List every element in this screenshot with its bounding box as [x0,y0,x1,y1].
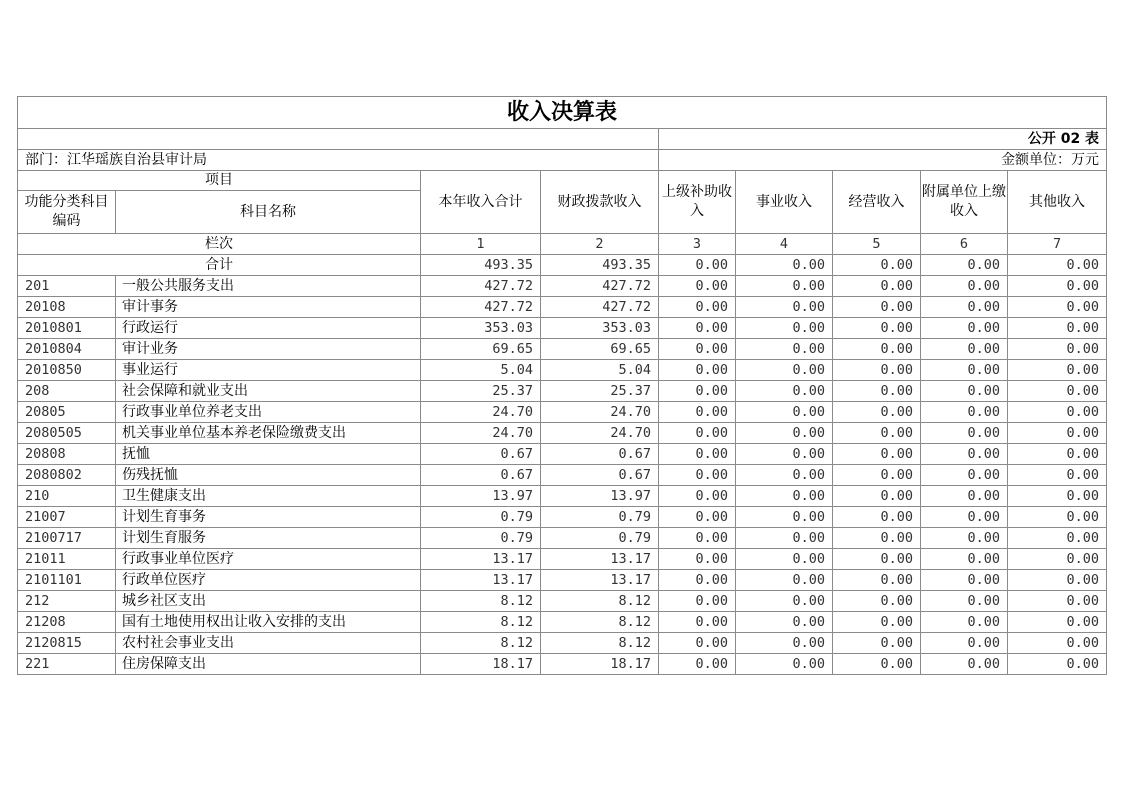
amount-cell: 0.00 [659,612,736,633]
subject-name: 计划生育事务 [116,507,421,528]
amount-cell: 0.00 [659,339,736,360]
total-value: 493.35 [421,255,541,276]
amount-cell: 0.00 [921,423,1008,444]
amount-cell: 0.00 [736,360,833,381]
subject-name: 行政事业单位医疗 [116,549,421,570]
amount-cell: 0.00 [833,318,921,339]
amount-cell: 24.70 [541,423,659,444]
total-value: 493.35 [541,255,659,276]
column-number: 1 [421,234,541,255]
amount-cell: 13.17 [541,570,659,591]
amount-cell: 18.17 [421,654,541,675]
amount-cell: 5.04 [541,360,659,381]
table-row [18,381,1107,402]
column-header-6: 附属单位上缴收入 [921,171,1008,234]
amount-cell: 0.00 [833,612,921,633]
amount-cell: 13.17 [541,549,659,570]
amount-cell: 0.00 [1008,612,1107,633]
column-number: 2 [541,234,659,255]
amount-cell: 0.00 [736,276,833,297]
amount-cell: 0.00 [1008,465,1107,486]
amount-cell: 0.00 [736,507,833,528]
column-number: 3 [659,234,736,255]
amount-cell: 0.00 [736,570,833,591]
amount-cell: 0.00 [833,528,921,549]
subject-name: 计划生育服务 [116,528,421,549]
amount-cell: 0.00 [659,444,736,465]
amount-cell: 0.00 [659,423,736,444]
amount-cell: 0.00 [833,486,921,507]
amount-cell: 0.00 [659,591,736,612]
blank-cell [18,129,659,150]
subject-code: 21011 [18,549,116,570]
amount-cell: 0.00 [736,654,833,675]
total-value: 0.00 [833,255,921,276]
amount-cell: 0.00 [833,591,921,612]
amount-cell: 0.00 [833,549,921,570]
amount-cell: 8.12 [421,633,541,654]
subject-code: 210 [18,486,116,507]
table-row [18,402,1107,423]
column-number: 6 [921,234,1008,255]
amount-cell: 0.00 [736,633,833,654]
unit-label: 金额单位：万元 [659,150,1107,171]
amount-cell: 0.00 [833,402,921,423]
subject-code: 2120815 [18,633,116,654]
amount-cell: 0.00 [1008,507,1107,528]
amount-cell: 8.12 [541,633,659,654]
amount-cell: 0.00 [736,381,833,402]
amount-cell: 69.65 [421,339,541,360]
subject-code: 2010850 [18,360,116,381]
amount-cell: 0.00 [736,339,833,360]
amount-cell: 0.00 [736,402,833,423]
subject-name: 社会保障和就业支出 [116,381,421,402]
amount-cell: 13.97 [421,486,541,507]
subject-code: 21208 [18,612,116,633]
income-final-accounts-table [17,96,1107,675]
amount-cell: 353.03 [541,318,659,339]
subject-code: 2010804 [18,339,116,360]
amount-cell: 13.17 [421,570,541,591]
subject-name: 一般公共服务支出 [116,276,421,297]
subject-code: 208 [18,381,116,402]
table-row [18,633,1107,654]
amount-cell: 0.00 [921,633,1008,654]
column-number: 7 [1008,234,1107,255]
amount-cell: 0.00 [1008,381,1107,402]
subject-name: 审计事务 [116,297,421,318]
amount-cell: 0.00 [659,549,736,570]
amount-cell: 0.00 [833,465,921,486]
subject-name: 住房保障支出 [116,654,421,675]
amount-cell: 0.00 [1008,318,1107,339]
amount-cell: 0.00 [833,339,921,360]
amount-cell: 0.79 [421,507,541,528]
subject-code: 20108 [18,297,116,318]
amount-cell: 0.00 [1008,444,1107,465]
table-row [18,612,1107,633]
subject-code: 221 [18,654,116,675]
subject-name: 卫生健康支出 [116,486,421,507]
amount-cell: 0.00 [921,402,1008,423]
amount-cell: 0.00 [921,465,1008,486]
subject-name: 审计业务 [116,339,421,360]
amount-cell: 0.00 [833,570,921,591]
page-title: 收入决算表 [18,97,1107,129]
amount-cell: 0.79 [421,528,541,549]
amount-cell: 0.67 [421,465,541,486]
amount-cell: 0.00 [659,276,736,297]
subject-code: 20805 [18,402,116,423]
amount-cell: 0.00 [921,360,1008,381]
amount-cell: 0.00 [833,297,921,318]
amount-cell: 0.00 [736,528,833,549]
column-header-3: 上级补助收入 [659,171,736,234]
subject-code: 2080505 [18,423,116,444]
subject-name: 国有土地使用权出让收入安排的支出 [116,612,421,633]
amount-cell: 0.00 [736,465,833,486]
amount-cell: 0.00 [833,654,921,675]
table-row [18,297,1107,318]
amount-cell: 8.12 [541,612,659,633]
amount-cell: 69.65 [541,339,659,360]
amount-cell: 0.00 [1008,633,1107,654]
subject-name: 行政单位医疗 [116,570,421,591]
amount-cell: 0.00 [921,297,1008,318]
amount-cell: 0.00 [921,339,1008,360]
amount-cell: 427.72 [421,297,541,318]
item-header: 项目 [18,171,421,191]
amount-cell: 0.00 [921,486,1008,507]
total-value: 0.00 [659,255,736,276]
amount-cell: 0.00 [921,612,1008,633]
amount-cell: 427.72 [421,276,541,297]
amount-cell: 427.72 [541,276,659,297]
department-label: 部门：江华瑶族自治县审计局 [18,150,659,171]
amount-cell: 13.97 [541,486,659,507]
amount-cell: 427.72 [541,297,659,318]
amount-cell: 24.70 [421,423,541,444]
amount-cell: 8.12 [421,612,541,633]
amount-cell: 24.70 [541,402,659,423]
amount-cell: 0.00 [1008,591,1107,612]
amount-cell: 0.00 [921,444,1008,465]
subject-name: 机关事业单位基本养老保险缴费支出 [116,423,421,444]
amount-cell: 0.00 [833,423,921,444]
amount-cell: 18.17 [541,654,659,675]
amount-cell: 0.00 [1008,297,1107,318]
amount-cell: 0.00 [1008,360,1107,381]
form-code: 公开 02 表 [659,129,1107,150]
column-header-5: 经营收入 [833,171,921,234]
amount-cell: 0.00 [659,360,736,381]
amount-cell: 24.70 [421,402,541,423]
amount-cell: 0.00 [833,507,921,528]
subject-code: 20808 [18,444,116,465]
amount-cell: 0.00 [921,549,1008,570]
table-row [18,654,1107,675]
table-row [18,423,1107,444]
table-row [18,528,1107,549]
amount-cell: 8.12 [421,591,541,612]
amount-cell: 0.67 [421,444,541,465]
subject-name: 城乡社区支出 [116,591,421,612]
amount-cell: 0.00 [833,276,921,297]
subject-code: 2010801 [18,318,116,339]
amount-cell: 0.00 [921,318,1008,339]
amount-cell: 0.00 [833,633,921,654]
amount-cell: 0.00 [736,486,833,507]
code-header: 功能分类科目编码 [18,191,116,234]
amount-cell: 0.00 [736,444,833,465]
amount-cell: 0.00 [1008,486,1107,507]
table-row [18,486,1107,507]
amount-cell: 0.00 [921,654,1008,675]
amount-cell: 0.00 [833,381,921,402]
amount-cell: 0.00 [736,612,833,633]
amount-cell: 0.00 [921,507,1008,528]
amount-cell: 0.00 [659,318,736,339]
subject-name: 行政事业单位养老支出 [116,402,421,423]
total-value: 0.00 [1008,255,1107,276]
subject-code: 201 [18,276,116,297]
amount-cell: 0.79 [541,507,659,528]
table-row [18,360,1107,381]
amount-cell: 0.00 [659,402,736,423]
amount-cell: 0.00 [921,528,1008,549]
subject-code: 21007 [18,507,116,528]
amount-cell: 0.67 [541,444,659,465]
amount-cell: 0.00 [659,381,736,402]
amount-cell: 0.00 [736,423,833,444]
table-row [18,318,1107,339]
total-row [18,255,1107,276]
subject-code: 2101101 [18,570,116,591]
amount-cell: 13.17 [421,549,541,570]
amount-cell: 0.00 [659,654,736,675]
subject-name: 伤残抚恤 [116,465,421,486]
amount-cell: 0.67 [541,465,659,486]
amount-cell: 0.00 [659,486,736,507]
amount-cell: 0.00 [921,276,1008,297]
amount-cell: 0.00 [659,528,736,549]
table-row [18,339,1107,360]
subject-name: 行政运行 [116,318,421,339]
amount-cell: 25.37 [541,381,659,402]
amount-cell: 0.00 [1008,339,1107,360]
column-header-2: 财政拨款收入 [541,171,659,234]
name-header: 科目名称 [116,191,421,234]
subject-name: 农村社会事业支出 [116,633,421,654]
amount-cell: 0.00 [1008,528,1107,549]
amount-cell: 0.00 [1008,654,1107,675]
amount-cell: 0.00 [1008,549,1107,570]
amount-cell: 0.00 [659,465,736,486]
amount-cell: 0.00 [833,444,921,465]
amount-cell: 0.00 [736,318,833,339]
amount-cell: 0.79 [541,528,659,549]
amount-cell: 0.00 [659,297,736,318]
amount-cell: 0.00 [921,381,1008,402]
table-row [18,549,1107,570]
total-label: 合计 [18,255,421,276]
amount-cell: 0.00 [1008,402,1107,423]
amount-cell: 0.00 [1008,570,1107,591]
amount-cell: 0.00 [1008,423,1107,444]
amount-cell: 0.00 [736,297,833,318]
amount-cell: 25.37 [421,381,541,402]
table-row [18,507,1107,528]
subject-name: 抚恤 [116,444,421,465]
subject-code: 2080802 [18,465,116,486]
amount-cell: 0.00 [736,591,833,612]
table-row [18,591,1107,612]
amount-cell: 0.00 [1008,276,1107,297]
table-row [18,465,1107,486]
column-number: 4 [736,234,833,255]
amount-cell: 8.12 [541,591,659,612]
table-row [18,444,1107,465]
amount-cell: 353.03 [421,318,541,339]
subject-name: 事业运行 [116,360,421,381]
amount-cell: 0.00 [921,591,1008,612]
subject-code: 212 [18,591,116,612]
column-number-label: 栏次 [18,234,421,255]
amount-cell: 0.00 [921,570,1008,591]
total-value: 0.00 [736,255,833,276]
column-header-1: 本年收入合计 [421,171,541,234]
amount-cell: 5.04 [421,360,541,381]
subject-code: 2100717 [18,528,116,549]
amount-cell: 0.00 [736,549,833,570]
column-number: 5 [833,234,921,255]
amount-cell: 0.00 [659,633,736,654]
column-header-4: 事业收入 [736,171,833,234]
table-row [18,570,1107,591]
column-header-7: 其他收入 [1008,171,1107,234]
amount-cell: 0.00 [659,570,736,591]
table-row [18,276,1107,297]
amount-cell: 0.00 [659,507,736,528]
amount-cell: 0.00 [833,360,921,381]
total-value: 0.00 [921,255,1008,276]
